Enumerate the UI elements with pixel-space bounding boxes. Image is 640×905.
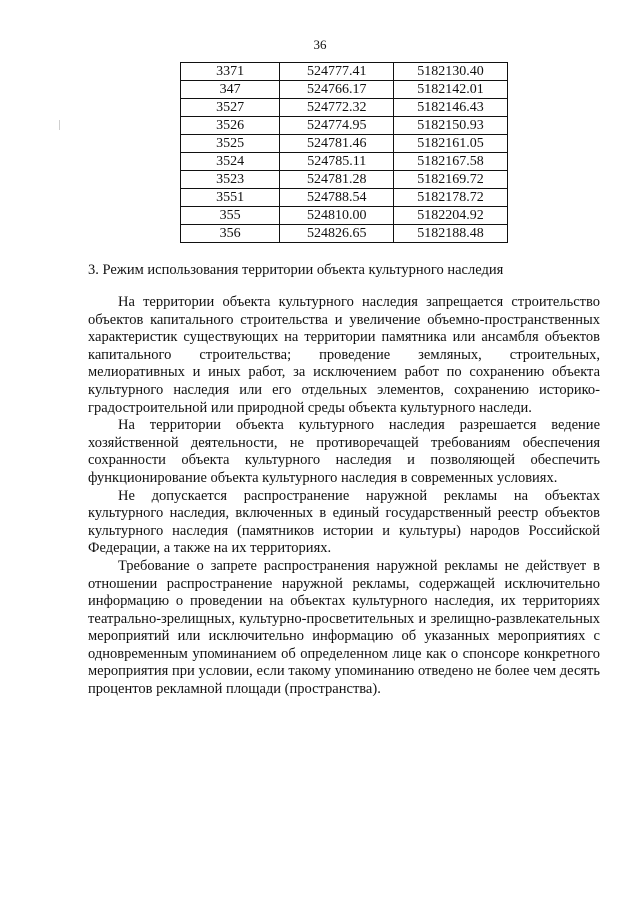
x-coordinate-cell: 524788.54	[280, 189, 394, 207]
table-row	[181, 225, 508, 243]
section-heading: 3. Режим использования территории объекта культурного наследия	[88, 262, 504, 278]
y-coordinate-cell: 5182142.01	[394, 81, 508, 99]
x-coordinate-cell: 524785.11	[280, 153, 394, 171]
y-coordinate-cell: 5182204.92	[394, 207, 508, 225]
point-number-cell: 3523	[181, 171, 280, 189]
point-number-cell: 3527	[181, 99, 280, 117]
table-row	[181, 171, 508, 189]
point-number-cell: 3524	[181, 153, 280, 171]
point-number-cell: 356	[181, 225, 280, 243]
coordinates-table	[180, 62, 508, 243]
y-coordinate-cell: 5182188.48	[394, 225, 508, 243]
point-number-cell: 3371	[181, 63, 280, 81]
table-row	[181, 207, 508, 225]
x-coordinate-cell: 524774.95	[280, 117, 394, 135]
page-number: 36	[313, 37, 327, 52]
y-coordinate-cell: 5182167.58	[394, 153, 508, 171]
point-number-cell: 3525	[181, 135, 280, 153]
paragraph-prohibitions: На территории объекта культурного наследия запрещается строительство объектов капитального строительства и увеличение объемно-пространственных характеристик существующих на территории памятника или ансамбля объектов капитального строительства; проведение земляных, строительных, мелиоративных и иных работ, за исключением работ по сохранению объекта культурного наследия или его отдельных элементов, сохранению историко-градостроительной или природной среды объекта культурного наследи.	[88, 294, 600, 416]
x-coordinate-cell: 524772.32	[280, 99, 394, 117]
x-coordinate-cell: 524810.00	[280, 207, 394, 225]
x-coordinate-cell: 524781.28	[280, 171, 394, 189]
point-number-cell: 347	[181, 81, 280, 99]
x-coordinate-cell: 524781.46	[280, 135, 394, 153]
point-number-cell: 3526	[181, 117, 280, 135]
margin-mark	[59, 120, 60, 130]
paragraph-advertising-ban: Не допускается распространение наружной рекламы на объектах культурного наследия, включенных в единый государственный реестр объектов культурного наследия (памятников истории и культуры) народов Российской Федерации, а также на их территориях.	[88, 487, 600, 557]
table-row	[181, 135, 508, 153]
x-coordinate-cell: 524826.65	[280, 225, 394, 243]
y-coordinate-cell: 5182169.72	[394, 171, 508, 189]
y-coordinate-cell: 5182146.43	[394, 99, 508, 117]
table-row	[181, 153, 508, 171]
y-coordinate-cell: 5182130.40	[394, 63, 508, 81]
table-row	[181, 117, 508, 135]
table-row	[181, 81, 508, 99]
x-coordinate-cell: 524777.41	[280, 63, 394, 81]
section-body	[88, 294, 600, 699]
x-coordinate-cell: 524766.17	[280, 81, 394, 99]
table-row	[181, 189, 508, 207]
point-number-cell: 3551	[181, 189, 280, 207]
paragraph-permitted-activity: На территории объекта культурного наследия разрешается ведение хозяйственной деятельности, не противоречащей требованиям обеспечения сохранности объекта культурного наследия и позволяющей обеспечить функционирование объекта культурного наследия в современных условиях.	[88, 417, 600, 486]
paragraph-advertising-exception: Требование о запрете распространения наружной рекламы не действует в отношении распространение наружной рекламы, содержащей исключительно информацию о проведении на объектах культурного наследия, их территориях театрально-зрелищных, культурно-просветительных и зрелищно-развлекательных мероприятий или исключительно информацию об указанных мероприятиях с одновременным упоминанием об определенном лице как о спонсоре конкретного мероприятия при условии, если такому упоминанию отведено не более чем десять процентов рекламной площади (пространства).	[88, 557, 600, 698]
y-coordinate-cell: 5182150.93	[394, 117, 508, 135]
table-row	[181, 99, 508, 117]
point-number-cell: 355	[181, 207, 280, 225]
coordinates-table-body	[181, 63, 508, 243]
y-coordinate-cell: 5182161.05	[394, 135, 508, 153]
table-row	[181, 63, 508, 81]
y-coordinate-cell: 5182178.72	[394, 189, 508, 207]
